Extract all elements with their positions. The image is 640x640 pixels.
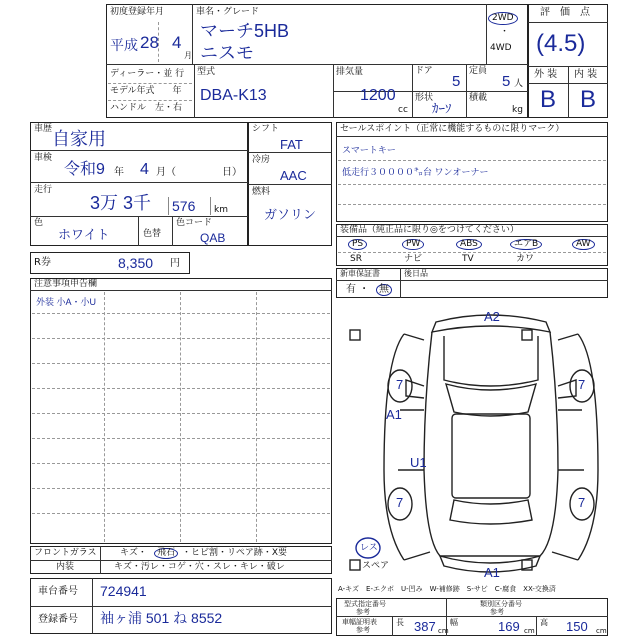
mark-rear-bumper: A1 xyxy=(484,565,500,580)
equip-navi: ナビ xyxy=(404,254,423,264)
damage-legend: A-キズ E-エクボ U-凹み W-補修跡 S-サビ C-腐食 XX-交換済 xyxy=(338,585,556,593)
notes-row-line xyxy=(32,488,330,489)
inspection-year-unit: 年 xyxy=(114,167,124,178)
shape-value: ｶｰｿ xyxy=(432,101,452,116)
color-label: 色 xyxy=(34,218,44,228)
reg-month: 4 xyxy=(172,33,182,52)
score-value: (4.5) xyxy=(536,30,586,57)
model-value: DBA-K13 xyxy=(200,87,267,104)
chassis-label: 車台番号 xyxy=(38,586,78,597)
width-unit: cm xyxy=(524,627,535,635)
front-glass-circled: 飛石 xyxy=(154,548,178,559)
later-label: 後日品 xyxy=(404,269,428,278)
color-code-value: QAB xyxy=(200,231,226,245)
inspection-month: 4 xyxy=(140,161,149,178)
mark-left-rear: U1 xyxy=(410,455,427,470)
equip-abs: ABS xyxy=(456,239,482,250)
notes-row-line xyxy=(32,438,330,439)
mark-wheel-rr: 7 xyxy=(578,495,586,510)
spare-label: スペア xyxy=(362,561,390,571)
notes-title: 注意事項申告欄 xyxy=(34,279,98,289)
notes-block xyxy=(30,278,332,544)
mileage-sub: 576 xyxy=(172,198,196,214)
front-glass-options: キズ・ xyxy=(120,548,147,558)
displacement-label: 排気量 xyxy=(336,67,364,77)
plate-label: 登録番号 xyxy=(38,614,78,625)
door-value: 5 xyxy=(452,73,461,90)
notes-row-line xyxy=(32,388,330,389)
sales-line2: 低走行３００００㌔台 ワンオーナー xyxy=(342,167,489,177)
shift-value: FAT xyxy=(280,137,303,152)
reg-year: 28 xyxy=(140,33,159,52)
interior-options: キズ・汚レ・コゲ・穴・スレ・キレ・破レ xyxy=(114,562,285,572)
inspection-month-unit: 月（ xyxy=(156,167,176,178)
cat-label: 類別区分番号 xyxy=(480,600,522,608)
shift-label: シフト xyxy=(252,124,280,134)
notes-row-line xyxy=(32,338,330,339)
mark-wheel-fr: 7 xyxy=(578,377,586,392)
capacity-unit: 人 xyxy=(514,79,524,89)
front-glass-label: フロントガラス xyxy=(34,548,97,558)
model-year-label: モデル年式 年 xyxy=(110,86,182,96)
car-name: マーチ5HB xyxy=(200,21,290,41)
cert-sub: 参考 xyxy=(356,608,370,616)
displacement-unit: cc xyxy=(398,105,408,115)
cat-sub: 参考 xyxy=(490,608,504,616)
ac-value: AAC xyxy=(280,168,307,183)
reg-era: 平成 xyxy=(110,37,138,53)
exterior-label: 外 装 xyxy=(534,69,558,80)
notes-col-line xyxy=(180,292,181,542)
r-ticket-block xyxy=(30,252,190,274)
equip-pw: PW xyxy=(402,239,424,250)
length-label: 車幅証明表 xyxy=(342,618,377,626)
interior-grade: B xyxy=(580,86,597,113)
exterior-grade: B xyxy=(540,86,557,113)
warranty-none: 無 xyxy=(376,284,392,296)
dealer-label: ディーラー・並 行 xyxy=(110,69,185,79)
length-l: 長 xyxy=(396,618,404,627)
reg-month-unit: 月 xyxy=(184,51,192,60)
capacity-label: 定員 xyxy=(469,66,488,76)
inspection-era: 令和9 xyxy=(64,161,105,178)
notes-row-line xyxy=(32,463,330,464)
capacity-value: 5 xyxy=(502,73,511,90)
r-amount: 8,350 xyxy=(118,255,154,271)
ac-label: 冷房 xyxy=(252,155,271,165)
chassis-value: 724941 xyxy=(100,583,147,599)
first-reg-label: 初度登録年月 xyxy=(110,7,165,17)
mileage-label: 走行 xyxy=(34,185,53,195)
handle-label: ハンドル 左・右 xyxy=(110,103,183,113)
notes-row-line xyxy=(32,513,330,514)
notes-col-line xyxy=(104,292,105,542)
color-swap-label: 色替 xyxy=(143,229,162,239)
drive-dot: ・ xyxy=(500,27,510,37)
model-label: 型式 xyxy=(197,67,216,77)
equip-sr: SR xyxy=(350,254,362,264)
sales-title: セールスポイント（正常に機能するものに限りマーク） xyxy=(340,124,565,134)
width-value: 169 xyxy=(498,619,520,634)
interior-label: 内 装 xyxy=(574,69,598,80)
warranty-value: 有 ・ xyxy=(346,284,370,295)
mileage-value: 3万 3千 xyxy=(90,193,152,213)
warranty-label: 新車保証書 xyxy=(340,269,380,278)
interior-label-glass: 内装 xyxy=(56,562,75,572)
equipment-title: 装備品（純正品に限り◎をつけてください） xyxy=(340,225,519,235)
door-label: ドア xyxy=(415,66,433,76)
displacement-value: 1200 xyxy=(360,87,396,104)
sales-line1: スマートキー xyxy=(342,145,396,155)
drive-4wd: 4WD xyxy=(490,43,512,53)
spare-circled: レス xyxy=(360,542,378,552)
car-type-value: 自家用 xyxy=(52,129,106,149)
equip-aw: AW xyxy=(572,239,595,250)
load-unit: kg xyxy=(512,105,523,115)
mark-wheel-rl: 7 xyxy=(396,495,404,510)
fuel-label: 燃料 xyxy=(252,187,271,197)
fuel-value: ガソリン xyxy=(264,207,317,222)
equip-leather: カワ xyxy=(516,254,535,264)
car-name-label: 車名・グレード xyxy=(196,7,260,17)
inspection-day-unit: 日） xyxy=(222,167,242,178)
plate-value: 袖ヶ浦 501 ね 8552 xyxy=(100,610,223,626)
height-l: 高 xyxy=(540,618,548,627)
score-label: 評 価 点 xyxy=(540,7,590,18)
drive-2wd: 2WD xyxy=(488,12,518,25)
notes-line1: 外装 小A・小U xyxy=(36,297,97,307)
mark-left-door: A1 xyxy=(386,407,402,422)
color-code-label: 色コード xyxy=(176,218,213,228)
equip-ps: PS xyxy=(348,239,367,250)
shape-label: 形状 xyxy=(415,93,434,103)
r-unit: 円 xyxy=(170,258,180,269)
car-type-label: 車歴 xyxy=(34,124,53,134)
height-unit: cm xyxy=(596,627,607,635)
car-grade: ニスモ xyxy=(200,43,254,63)
equip-airbag: エアB xyxy=(510,239,542,250)
mileage-unit: km xyxy=(214,205,228,215)
mark-wheel-fl: 7 xyxy=(396,377,404,392)
height-value: 150 xyxy=(566,619,588,634)
load-label: 積載 xyxy=(469,93,488,103)
length-sub: 参考 xyxy=(356,626,370,634)
notes-row-line xyxy=(32,413,330,414)
front-glass-rest: ・ヒビ割・リペア跡・X要 xyxy=(182,548,287,558)
cert-label: 型式指定番号 xyxy=(344,600,386,608)
color-value: ホワイト xyxy=(58,227,110,242)
r-label: R券 xyxy=(34,257,51,268)
notes-row-line xyxy=(32,363,330,364)
notes-col-line xyxy=(256,292,257,542)
length-unit: cm xyxy=(438,627,449,635)
mark-front-bumper: A2 xyxy=(484,309,500,324)
equip-tv: TV xyxy=(462,254,474,264)
length-value: 387 xyxy=(414,619,436,634)
notes-row-line xyxy=(32,313,330,314)
width-l: 幅 xyxy=(450,618,458,627)
inspection-label: 車検 xyxy=(34,153,53,163)
